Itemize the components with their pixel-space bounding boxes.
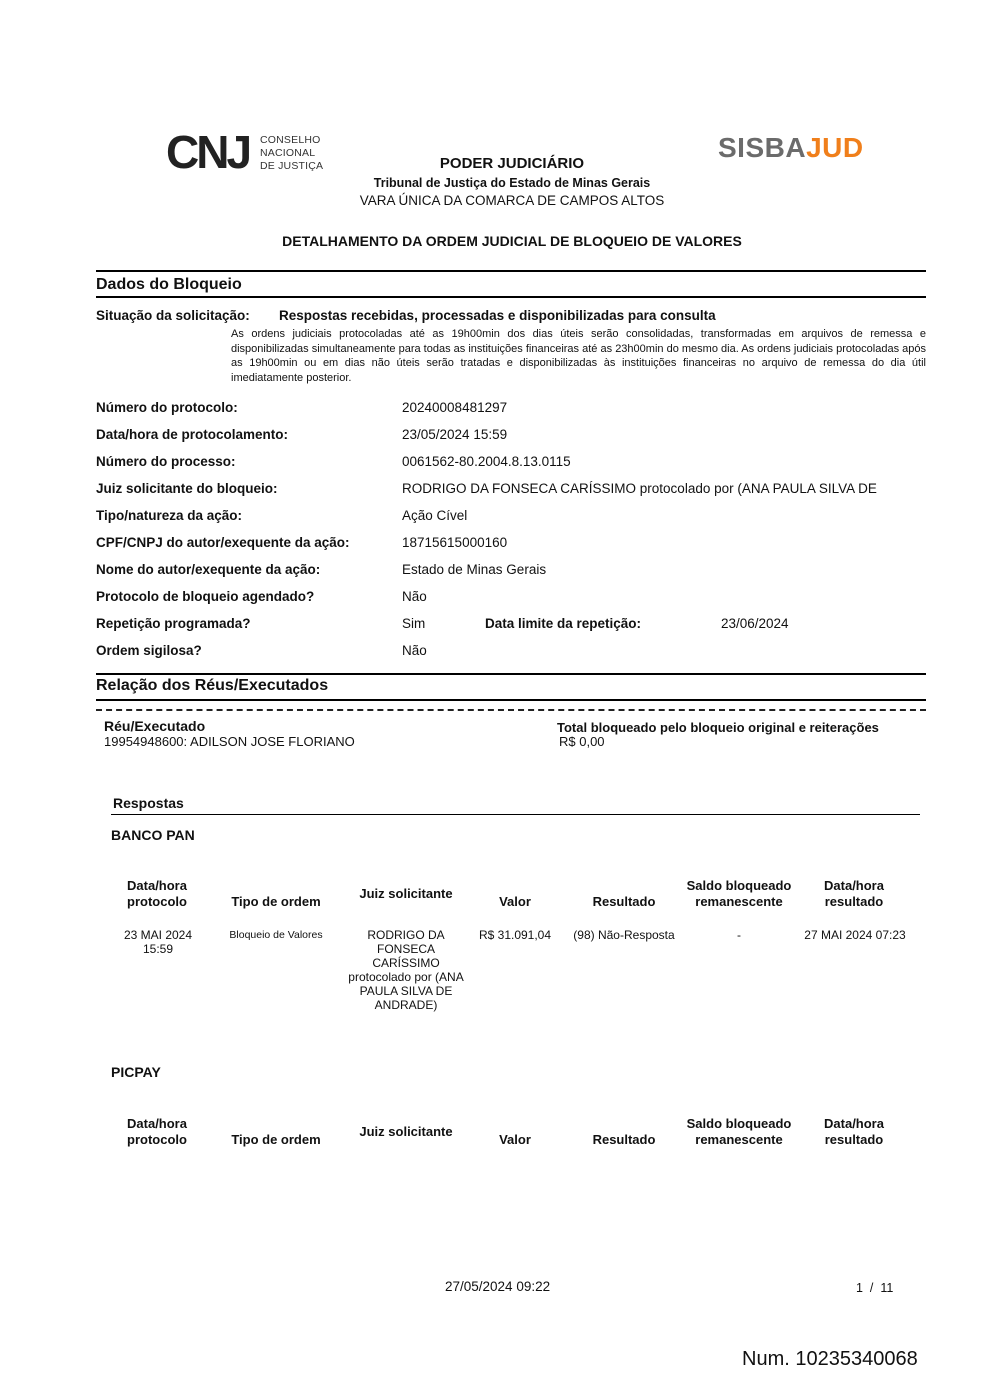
situacao-label: Situação da solicitação:	[96, 308, 250, 323]
page-number: 1 / 11	[856, 1281, 894, 1295]
cell-resultado: (98) Não-Resposta	[573, 928, 675, 942]
section-rule-top	[96, 673, 926, 675]
cell-data-protocolo: 23 MAI 2024 15:59	[123, 928, 193, 956]
column-header-data-resultado: Data/hora resultado	[824, 1116, 884, 1147]
reu-column-header: Réu/Executado	[104, 718, 206, 734]
field-label: Data/hora de protocolamento:	[96, 427, 289, 442]
column-header-data-resultado: Data/hora resultado	[824, 878, 884, 909]
field-label: Nome do autor/exequente da ação:	[96, 562, 321, 577]
dashed-divider	[96, 709, 926, 711]
section-title-dados: Dados do Bloqueio	[96, 276, 242, 293]
cnj-line-3: DE JUSTIÇA	[260, 160, 324, 172]
field-value: 0061562-80.2004.8.13.0115	[402, 454, 571, 469]
situacao-note: As ordens judiciais protocoladas até as 19h00min dos dias úteis serão consolidadas, transformadas em arquivos de remessa e disponibilizadas simultaneamente para todas as instituições financeiras até as 23h00min do mesmo dia. As ordens judiciais protocoladas após as 19h00min ou em dias não úteis serão tratadas e disponibilizadas às instituições financeiras no arquivo de remessa do dia útil imediatamente posterior.	[231, 328, 926, 384]
field-value: Não	[402, 589, 427, 604]
column-header-saldo: Saldo bloqueado remanescente	[686, 1116, 792, 1147]
section-rule-bottom	[96, 699, 926, 701]
column-header-tipo-ordem: Tipo de ordem	[231, 1132, 321, 1147]
footer-timestamp: 27/05/2024 09:22	[445, 1279, 551, 1294]
column-header-data-protocolo: Data/hora protocolo	[127, 878, 187, 909]
cell-tipo-ordem: Bloqueio de Valores	[229, 929, 323, 941]
sisbajud-logo-part1: SISBA	[718, 132, 807, 163]
field-label: Juiz solicitante do bloqueio:	[96, 481, 278, 496]
field-label: CPF/CNPJ do autor/exequente da ação:	[96, 535, 350, 550]
field-value: 23/05/2024 15:59	[402, 427, 508, 442]
column-header-tipo-ordem: Tipo de ordem	[231, 894, 321, 909]
cnj-line-1: CONSELHO	[260, 134, 321, 146]
cell-saldo: -	[737, 928, 741, 942]
column-header-saldo: Saldo bloqueado remanescente	[686, 878, 792, 909]
column-header-valor: Valor	[499, 894, 531, 909]
section-rule-bottom	[96, 296, 926, 298]
field-value: Estado de Minas Gerais	[402, 562, 547, 577]
section-title-reus: Relação dos Réus/Executados	[96, 677, 329, 694]
cell-data-resultado: 27 MAI 2024 07:23	[804, 928, 906, 942]
column-header-juiz: Juiz solicitante	[359, 1124, 453, 1139]
column-header-resultado: Resultado	[592, 1132, 656, 1147]
document-number: Num. 10235340068	[742, 1348, 918, 1370]
column-header-valor: Valor	[499, 1132, 531, 1147]
field-label: Ordem sigilosa?	[96, 643, 202, 658]
column-header-juiz: Juiz solicitante	[359, 886, 453, 901]
column-header-resultado: Resultado	[592, 894, 656, 909]
bank-name: BANCO PAN	[111, 827, 195, 843]
field-value: Não	[402, 643, 427, 658]
cnj-line-2: NACIONAL	[260, 147, 316, 159]
data-limite-value: 23/06/2024	[721, 616, 789, 631]
field-value: Sim	[402, 616, 426, 631]
bank-name: PICPAY	[111, 1064, 161, 1080]
field-value: RODRIGO DA FONSECA CARÍSSIMO protocolado por (ANA PAULA SILVA DE	[402, 481, 877, 496]
field-value: 18715615000160	[402, 535, 508, 550]
header-vara: VARA ÚNICA DA COMARCA DE CAMPOS ALTOS	[359, 193, 665, 208]
total-value: R$ 0,00	[559, 734, 605, 749]
field-label: Número do protocolo:	[96, 400, 238, 415]
reu-value: 19954948600: ADILSON JOSE FLORIANO	[104, 734, 355, 749]
respostas-title: Respostas	[113, 795, 184, 811]
column-header-data-protocolo: Data/hora protocolo	[127, 1116, 187, 1147]
field-value: 20240008481297	[402, 400, 508, 415]
section-rule-top	[96, 270, 926, 272]
field-label: Repetição programada?	[96, 616, 251, 631]
header-court: Tribunal de Justiça do Estado de Minas Gerais	[373, 176, 651, 190]
cnj-logo-mark: CNJ	[166, 126, 250, 178]
respostas-rule	[111, 814, 920, 815]
field-label: Tipo/natureza da ação:	[96, 508, 243, 523]
cell-valor: R$ 31.091,04	[478, 928, 552, 942]
document-title: DETALHAMENTO DA ORDEM JUDICIAL DE BLOQUEIO DE VALORES	[282, 233, 742, 249]
field-label: Protocolo de bloqueio agendado?	[96, 589, 315, 604]
situacao-value: Respostas recebidas, processadas e disponibilizadas para consulta	[279, 308, 716, 323]
data-limite-label: Data limite da repetição:	[485, 616, 642, 631]
field-label: Número do processo:	[96, 454, 236, 469]
header-power: PODER JUDICIÁRIO	[439, 155, 585, 172]
field-value: Ação Cível	[402, 508, 468, 523]
sisbajud-logo-part2: JUD	[806, 132, 864, 163]
cell-juiz: RODRIGO DA FONSECA CARÍSSIMO protocolado por (ANA PAULA SILVA DE ANDRADE)	[348, 928, 464, 1012]
total-column-header: Total bloqueado pelo bloqueio original e reiterações	[557, 720, 879, 735]
